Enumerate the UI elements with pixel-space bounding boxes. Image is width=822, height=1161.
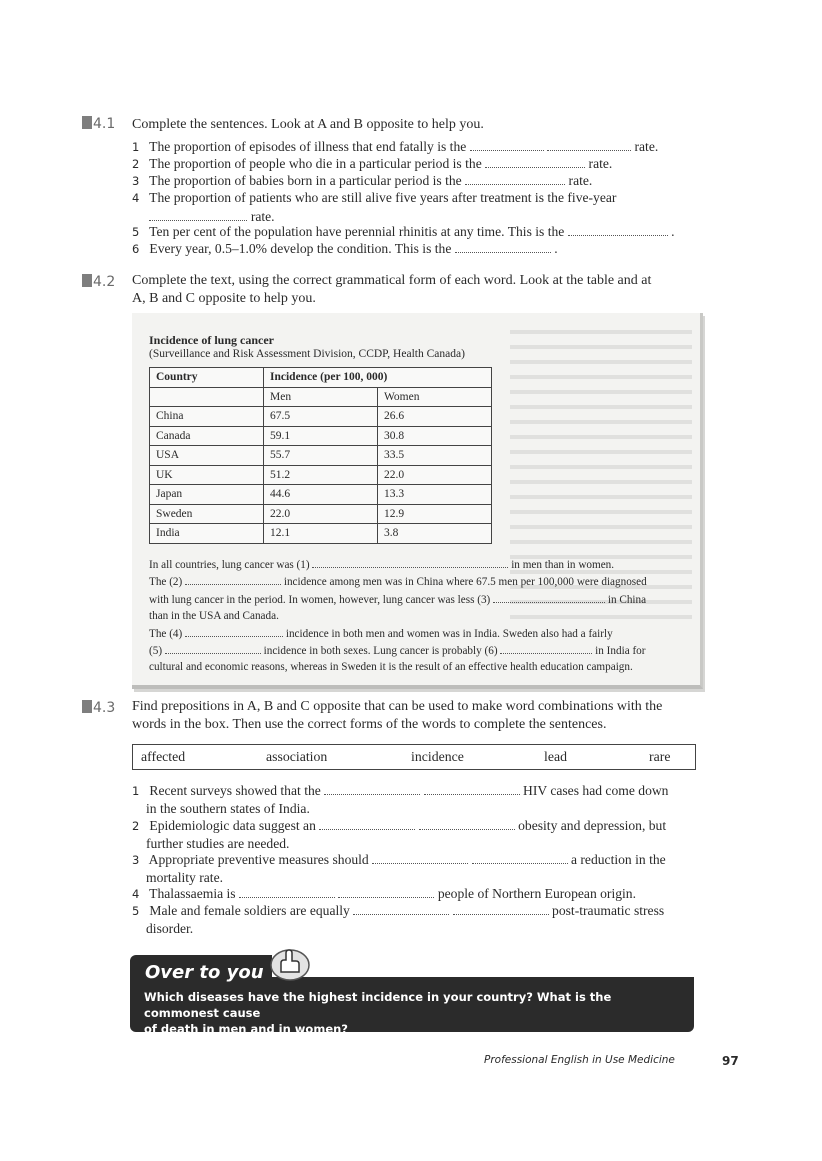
exercise-number: 4.1: [82, 116, 115, 132]
answer-blank[interactable]: [547, 139, 631, 151]
lung-cancer-handout: [132, 313, 703, 689]
table-row: Japan 44.6 13.3: [150, 485, 492, 505]
exercise-number: 4.3: [82, 700, 115, 716]
sentence-item: 5 Male and female soldiers are equally post-traumatic stress disorder.: [132, 903, 665, 936]
answer-blank[interactable]: [185, 573, 281, 585]
page-number: 97: [722, 1054, 739, 1068]
answer-blank[interactable]: [453, 903, 549, 915]
answer-blank[interactable]: [185, 625, 283, 637]
over-to-you-title: Over to you: [145, 962, 264, 983]
answer-blank[interactable]: [455, 241, 551, 253]
exercise-instruction: Find prepositions in A, B and C opposite that can be used to make word combinations with the words in the box. Then use the correct forms of the words to complete the sentences.: [132, 699, 663, 732]
sentence-item: 1 Recent surveys showed that the HIV cases had come down in the southern states of India.: [132, 783, 669, 816]
answer-blank[interactable]: [500, 642, 592, 654]
pointing-hand-icon: [268, 946, 312, 982]
answer-blank[interactable]: [149, 209, 247, 221]
box-word: association: [266, 749, 328, 764]
answer-blank[interactable]: [419, 818, 515, 830]
answer-blank[interactable]: [568, 224, 668, 236]
word-box: [132, 744, 696, 770]
exercise-instruction: Complete the sentences. Look at A and B opposite to help you.: [132, 117, 484, 132]
sentence-item: 3 The proportion of babies born in a particular period is the rate.: [132, 173, 593, 188]
answer-blank[interactable]: [165, 642, 261, 654]
column-header: Men: [264, 387, 378, 407]
sentence-item: 3 Appropriate preventive measures should a reduction in the mortality rate.: [132, 852, 666, 885]
answer-blank[interactable]: [319, 818, 415, 830]
sentence-item: 1 The proportion of episodes of illness that end fatally is the rate.: [132, 139, 659, 154]
answer-blank[interactable]: [470, 139, 544, 151]
table-title: Incidence of lung cancer: [149, 333, 274, 347]
table-row: USA 55.7 33.5: [150, 446, 492, 466]
answer-blank[interactable]: [485, 156, 585, 168]
answer-blank[interactable]: [493, 591, 605, 603]
exercise-number: 4.2: [82, 274, 115, 290]
over-to-you-question: Which diseases have the highest incidence in your country? What is the commonest cause of death in men and in women?: [144, 990, 612, 1036]
box-word: rare: [649, 749, 671, 764]
column-header: Country: [150, 368, 264, 388]
answer-blank[interactable]: [372, 852, 468, 864]
sentence-item: 2 The proportion of people who die in a particular period is the rate.: [132, 156, 613, 171]
sentence-item: 4 Thalassaemia is people of Northern European origin.: [132, 886, 637, 901]
answer-blank[interactable]: [424, 783, 520, 795]
column-header: Women: [378, 387, 492, 407]
sentence-item: 6 Every year, 0.5–1.0% develop the condition. This is the .: [132, 241, 558, 256]
box-word: lead: [544, 749, 567, 764]
table-row: India 12.1 3.8: [150, 524, 492, 544]
table-source: (Surveillance and Risk Assessment Division, CCDP, Health Canada): [149, 348, 465, 360]
box-word: affected: [141, 749, 186, 764]
answer-blank[interactable]: [239, 886, 335, 898]
answer-blank[interactable]: [353, 903, 449, 915]
exercise-instruction: Complete the text, using the correct grammatical form of each word. Look at the table and at A, B and C opposite to help you.: [132, 273, 652, 306]
sentence-item: 5 Ten per cent of the population have perennial rhinitis at any time. This is the .: [132, 224, 675, 239]
sentence-item: 2 Epidemiologic data suggest an obesity and depression, but further studies are needed.: [132, 818, 667, 851]
gap-fill-text: In all countries, lung cancer was (1) in men than in women. The (2) incidence among men was in China where 67.5 men per 100,000 were diagnosed with lung cancer in the period. In women, however, lung cancer was less (3) in China than in the USA and Canada. The (4) incidence in both men and women was in India. Sweden also had a fairly (5) incidence in both sexes. Lung cancer is probably (6) in India for cultural and economic reasons, whereas in Sweden it is the result of an effective health education campaign.: [149, 556, 689, 676]
incidence-table: [149, 367, 492, 544]
box-word: incidence: [411, 749, 464, 764]
answer-blank[interactable]: [472, 852, 568, 864]
answer-blank[interactable]: [465, 173, 565, 185]
table-row: China 67.5 26.6: [150, 407, 492, 427]
answer-blank[interactable]: [324, 783, 420, 795]
table-row: Sweden 22.0 12.9: [150, 504, 492, 524]
answer-blank[interactable]: [312, 556, 508, 568]
column-header: Incidence (per 100, 000): [264, 368, 492, 388]
table-row: Canada 59.1 30.8: [150, 426, 492, 446]
sentence-item: 4 The proportion of patients who are still alive five years after treatment is the five-year rate.: [132, 190, 617, 224]
book-title: Professional English in Use Medicine: [484, 1054, 675, 1066]
answer-blank[interactable]: [338, 886, 434, 898]
table-row: UK 51.2 22.0: [150, 465, 492, 485]
